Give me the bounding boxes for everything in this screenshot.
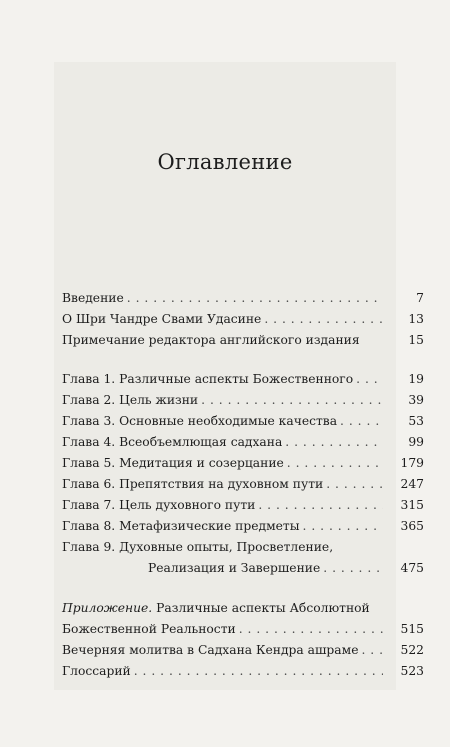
toc-entry-page: 53 (408, 414, 424, 428)
dot-leader (340, 411, 383, 432)
toc-entry-label: Глава 7. Цель духовного пути (62, 498, 256, 512)
toc-entry-label: Вечерняя молитва в Садхана Кендра ашраме (62, 643, 359, 657)
toc-entry-label: О Шри Чандре Свами Удасине (62, 312, 262, 326)
toc-entry-label: Введение (62, 291, 124, 305)
toc-entry-chapter-3[interactable] (62, 411, 424, 432)
dot-leader (287, 453, 383, 474)
toc-entry-page: 247 (400, 477, 424, 491)
toc-entry-label: Глава 9. Духовные опыты, Просветление, (62, 540, 334, 554)
appendix-title: Различные аспекты Абсолютной (152, 601, 370, 615)
toc-entry-chapter-9-continued[interactable] (62, 558, 424, 579)
toc-entry-page: 515 (400, 622, 424, 636)
toc-entry-page: 315 (400, 498, 424, 512)
toc-entry-page: 522 (400, 643, 424, 657)
toc-entry-label: Глава 6. Препятствия на духовном пути (62, 477, 324, 491)
dot-leader (361, 640, 383, 661)
toc-entry-page: 365 (400, 519, 424, 533)
toc-entry-page: 99 (408, 435, 424, 449)
table-of-contents (62, 288, 424, 682)
toc-entry-page: 19 (408, 372, 424, 386)
toc-entry-label: Божественной Реальности (62, 622, 236, 636)
toc-entry-page: 475 (400, 561, 424, 575)
dot-leader (264, 309, 383, 330)
toc-entry-page: 15 (408, 333, 424, 347)
dot-leader (258, 495, 383, 516)
toc-entry-chapter-9[interactable] (62, 537, 424, 558)
dot-leader (285, 432, 383, 453)
toc-entry-label: Глава 8. Метафизические предметы (62, 519, 300, 533)
toc-entry-label: Примечание редактора английского издания (62, 333, 360, 347)
toc-entry-chapter-1[interactable] (62, 369, 424, 390)
page-title: Оглавление (157, 150, 293, 174)
toc-entry-label: Глава 1. Различные аспекты Божественного (62, 372, 354, 386)
dot-leader (326, 474, 383, 495)
toc-entry-glossary[interactable] (62, 661, 424, 682)
toc-entry-label: Глава 2. Цель жизни (62, 393, 199, 407)
dot-leader (134, 661, 383, 682)
toc-entry-page: 523 (400, 664, 424, 678)
dot-leader (201, 390, 383, 411)
dot-leader (356, 369, 383, 390)
toc-entry-about-author[interactable] (62, 309, 424, 330)
toc-entry-chapter-8[interactable] (62, 516, 424, 537)
toc-entry-label: Глава 3. Основные необходимые качества (62, 414, 338, 428)
toc-entry-chapter-2[interactable] (62, 390, 424, 411)
toc-entry-page: 39 (408, 393, 424, 407)
toc-entry-appendix-continued[interactable] (62, 619, 424, 640)
toc-entry-introduction[interactable] (62, 288, 424, 309)
toc-entry-page: 13 (408, 312, 424, 326)
dot-leader (239, 619, 383, 640)
appendix-label: Приложение. (62, 601, 153, 615)
dot-leader (127, 288, 383, 309)
toc-entry-evening-prayer[interactable] (62, 640, 424, 661)
toc-entry-label: Глава 5. Медитация и созерцание (62, 456, 284, 470)
toc-entry-chapter-4[interactable] (62, 432, 424, 453)
toc-entry-page: 7 (416, 291, 424, 305)
toc-entry-chapter-5[interactable] (62, 453, 424, 474)
toc-entry-chapter-6[interactable] (62, 474, 424, 495)
toc-entry-label: Реализация и Завершение (148, 561, 321, 575)
dot-leader (323, 558, 383, 579)
toc-entry-editor-note[interactable] (62, 330, 424, 351)
dot-leader (303, 516, 383, 537)
toc-entry-chapter-7[interactable] (62, 495, 424, 516)
toc-entry-page: 179 (400, 456, 424, 470)
toc-entry-label: Глоссарий (62, 664, 131, 678)
toc-entry-label (62, 598, 370, 619)
toc-entry-label: Глава 4. Всеобъемлющая садхана (62, 435, 283, 449)
toc-entry-appendix[interactable] (62, 598, 424, 619)
